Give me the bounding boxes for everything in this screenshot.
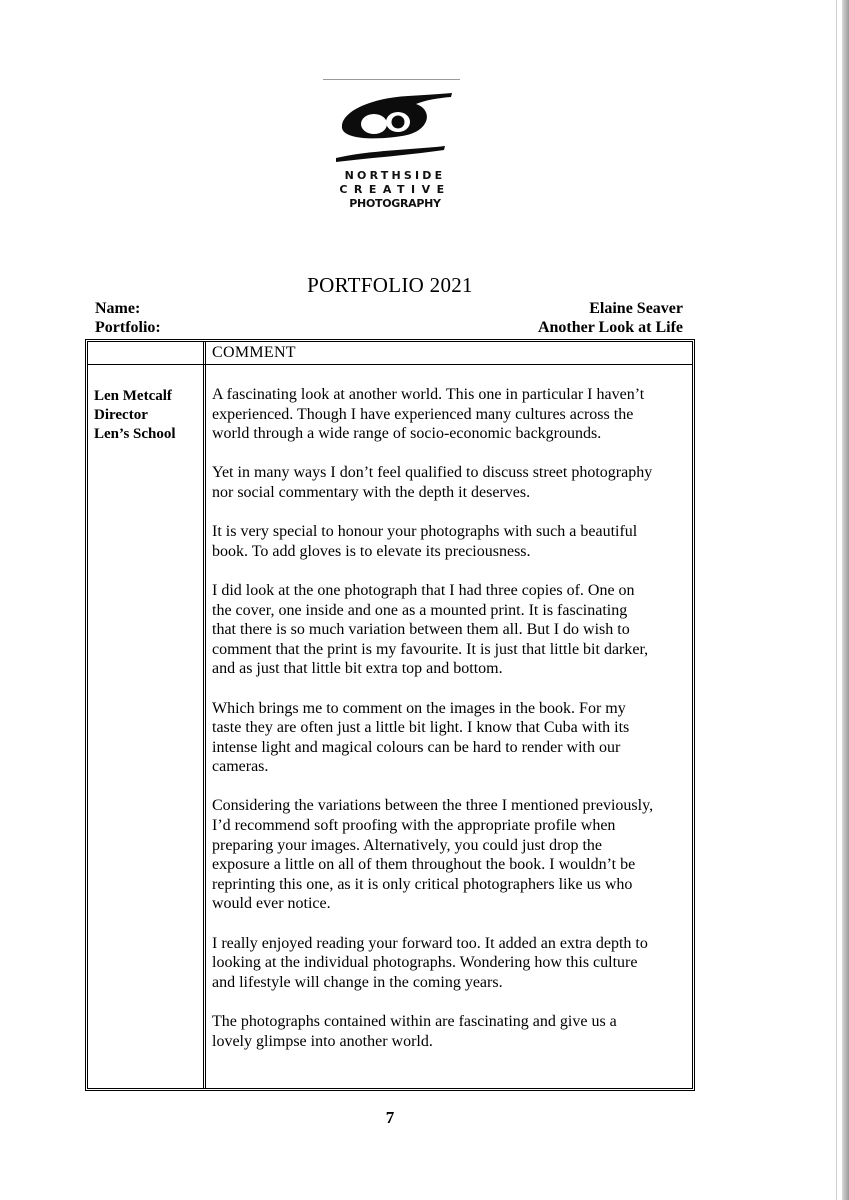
reviewer-block: [94, 387, 176, 444]
portfolio-label: Portfolio:: [95, 319, 161, 336]
page-title: PORTFOLIO 2021: [307, 273, 473, 297]
comment-line: comment that the print is my favourite. It is just that little bit darker,: [212, 640, 649, 658]
comment-line: The photographs contained within are fascinating and give us a: [212, 1013, 617, 1030]
name-label: Name:: [95, 300, 141, 317]
comment-line: looking at the individual photographs. Wondering how this culture: [212, 954, 638, 972]
comment-body: [212, 385, 692, 1071]
comment-line: I did look at the one photograph that I had three copies of. One on: [212, 581, 635, 599]
comment-line: exposure a little on all of them throughout the book. I wouldn’t be: [212, 856, 636, 874]
scan-edge: [842, 0, 849, 1200]
comment-line: cameras.: [212, 758, 269, 776]
comment-line: nor social commentary with the depth it deserves.: [212, 483, 531, 501]
comment-line: and as just that little bit extra top and bottom.: [212, 660, 503, 678]
comment-line: Which brings me to comment on the images in the book. For my: [212, 699, 626, 717]
comment-line: A fascinating look at another world. This one in particular I haven’t: [212, 386, 645, 403]
name-value: Elaine Seaver: [589, 300, 683, 317]
comment-paragraph: [212, 1012, 692, 1051]
portfolio-value: Another Look at Life: [537, 319, 683, 336]
comment-line: reprinting this one, as it is only critical photographers like us who: [212, 875, 633, 893]
comment-line: taste they are often just a little bit light. I know that Cuba with its: [212, 719, 630, 737]
comment-line: would ever notice.: [212, 895, 331, 913]
comment-table: [85, 339, 695, 1091]
comment-header: COMMENT: [212, 344, 296, 361]
header-divider: [88, 364, 692, 365]
comment-line: intense light and magical colours can be hard to render with our: [212, 738, 621, 756]
column-divider: [203, 342, 206, 1088]
page-number: 7: [385, 1108, 395, 1127]
comment-line: the cover, one inside and one as a mounted print. It is fascinating: [212, 601, 628, 619]
scan-edge-line: [836, 0, 837, 1200]
logo-text-line1: NORTHSIDE: [344, 169, 446, 182]
comment-paragraph: [212, 934, 692, 993]
comment-paragraph: [212, 699, 692, 777]
comment-line: preparing your images. Alternatively, you could just drop the: [212, 836, 602, 854]
comment-line: and lifestyle will change in the coming years.: [212, 973, 503, 991]
comment-line: book. To add gloves is to elevate its preciousness.: [212, 542, 531, 560]
comment-line: lovely glimpse into another world.: [212, 1032, 433, 1050]
comment-line: Yet in many ways I don’t feel qualified to discuss street photography: [212, 464, 653, 482]
comment-line: I’d recommend soft proofing with the appropriate profile when: [212, 817, 616, 835]
comment-line: Considering the variations between the three I mentioned previously,: [212, 797, 654, 815]
northside-logo: [330, 88, 460, 218]
comment-line: experienced. Though I have experienced many cultures across the: [212, 405, 634, 423]
reviewer-title: Director: [94, 407, 148, 423]
comment-line: It is very special to honour your photographs with such a beautiful: [212, 523, 638, 541]
comment-paragraph: [212, 463, 692, 502]
top-rule: [323, 79, 460, 80]
comment-line: that there is so much variation between them all. But I do wish to: [212, 621, 630, 639]
comment-line: I really enjoyed reading your forward too. It added an extra depth to: [212, 934, 648, 952]
comment-line: world through a wide range of socio-economic backgrounds.: [212, 425, 602, 443]
comment-paragraph: [212, 522, 692, 561]
eye-logo-icon: [330, 88, 460, 168]
comment-paragraph: [212, 796, 692, 914]
comment-paragraph: [212, 581, 692, 679]
reviewer-name: Len Metcalf: [94, 388, 172, 404]
logo-text-line3: PHOTOGRAPHY: [349, 197, 441, 210]
comment-paragraph: [212, 385, 692, 444]
logo-text-line2: CREATIVE: [339, 183, 451, 196]
reviewer-school: Len’s School: [94, 426, 176, 442]
